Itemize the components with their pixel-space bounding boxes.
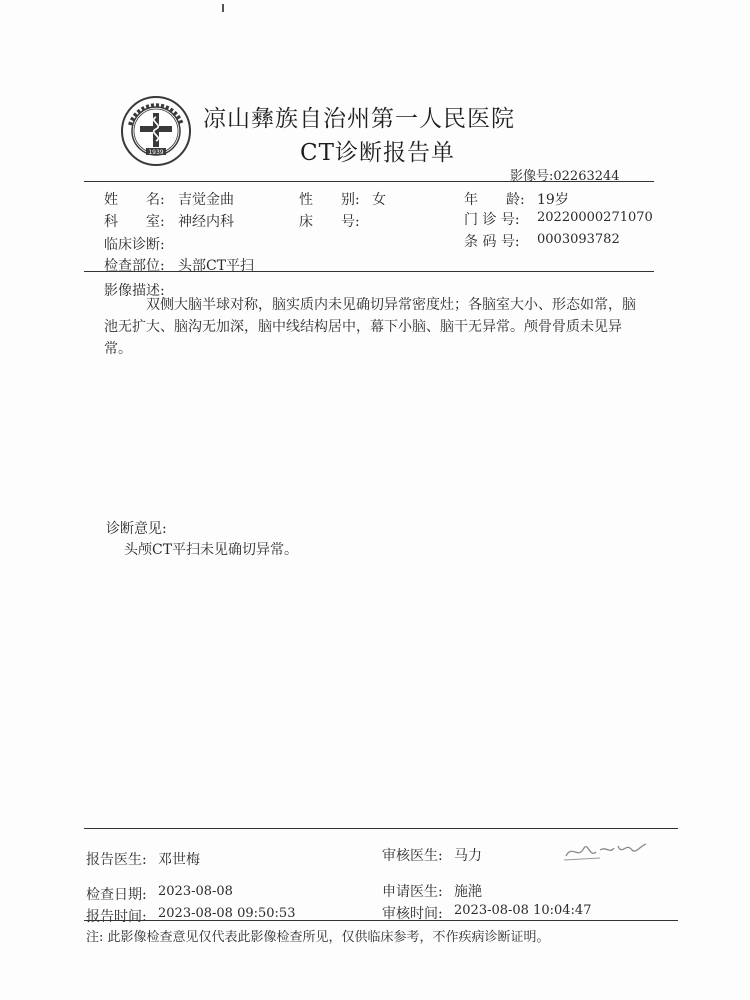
image-number-label: 影像号: — [510, 169, 554, 184]
header-divider — [84, 181, 654, 182]
department: 神经内科 — [178, 214, 234, 230]
info-divider — [84, 271, 654, 272]
request-doctor: 施滟 — [454, 884, 482, 900]
note-divider — [84, 920, 678, 921]
hospital-name: 凉山彝族自治州第一人民医院 — [203, 106, 515, 132]
patient-name: 吉觉金曲 — [178, 192, 234, 208]
footer-divider — [84, 828, 678, 829]
report-title: CT诊断报告单 — [300, 140, 455, 166]
review-doctor: 马力 — [454, 848, 482, 864]
reviewer-signature — [560, 836, 650, 866]
request-doctor-label: 申请医生: — [382, 884, 443, 900]
clinical-diagnosis-label: 临床诊断: — [104, 237, 165, 253]
bed-label: 床 号: — [299, 214, 360, 230]
barcode-label: 条 码 号: — [464, 234, 520, 250]
diagnosis-label: 诊断意见: — [106, 521, 167, 537]
exam-part: 头部CT平扫 — [178, 258, 255, 274]
exam-date-label: 检查日期: — [86, 887, 147, 903]
review-time-label: 审核时间: — [382, 906, 443, 922]
report-time: 2023-08-08 09:50:53 — [158, 906, 296, 921]
diagnosis-text: 头颅CT平扫未见确切异常。 — [124, 542, 299, 558]
findings-text: 双侧大脑半球对称，脑实质内未见确切异常密度灶；各脑室大小、形态如常，脑池无扩大、脑沟无加深，脑中线结构居中，幕下小脑、脑干无异常。颅骨骨质未见异常。 — [104, 297, 636, 357]
review-doctor-label: 审核医生: — [382, 848, 443, 864]
hospital-seal-icon — [120, 95, 192, 167]
patient-age-label: 年 龄: — [464, 192, 525, 208]
patient-sex-label: 性 别: — [299, 192, 360, 208]
patient-age: 19岁 — [537, 192, 569, 208]
exam-date: 2023-08-08 — [158, 884, 233, 899]
barcode-number: 0003093782 — [537, 232, 620, 247]
scan-mark — [222, 4, 224, 12]
report-time-label: 报告时间: — [86, 909, 147, 925]
outpatient-label: 门 诊 号: — [464, 212, 520, 228]
report-doctor-label: 报告医生: — [86, 852, 147, 868]
review-time: 2023-08-08 10:04:47 — [454, 903, 592, 918]
exam-part-label: 检查部位: — [104, 258, 165, 274]
findings-label: 影像描述: — [104, 283, 165, 299]
department-label: 科 室: — [104, 214, 165, 230]
patient-sex: 女 — [372, 192, 386, 208]
report-doctor: 邓世梅 — [158, 852, 200, 868]
image-number-value: 02263244 — [553, 169, 620, 184]
svg-text:1939: 1939 — [148, 149, 164, 156]
outpatient-number: 20220000271070 — [537, 210, 653, 225]
patient-name-label: 姓 名: — [104, 192, 165, 208]
disclaimer-note: 注: 此影像检查意见仅代表此影像检查所见，仅供临床参考，不作疾病诊断证明。 — [86, 930, 550, 945]
